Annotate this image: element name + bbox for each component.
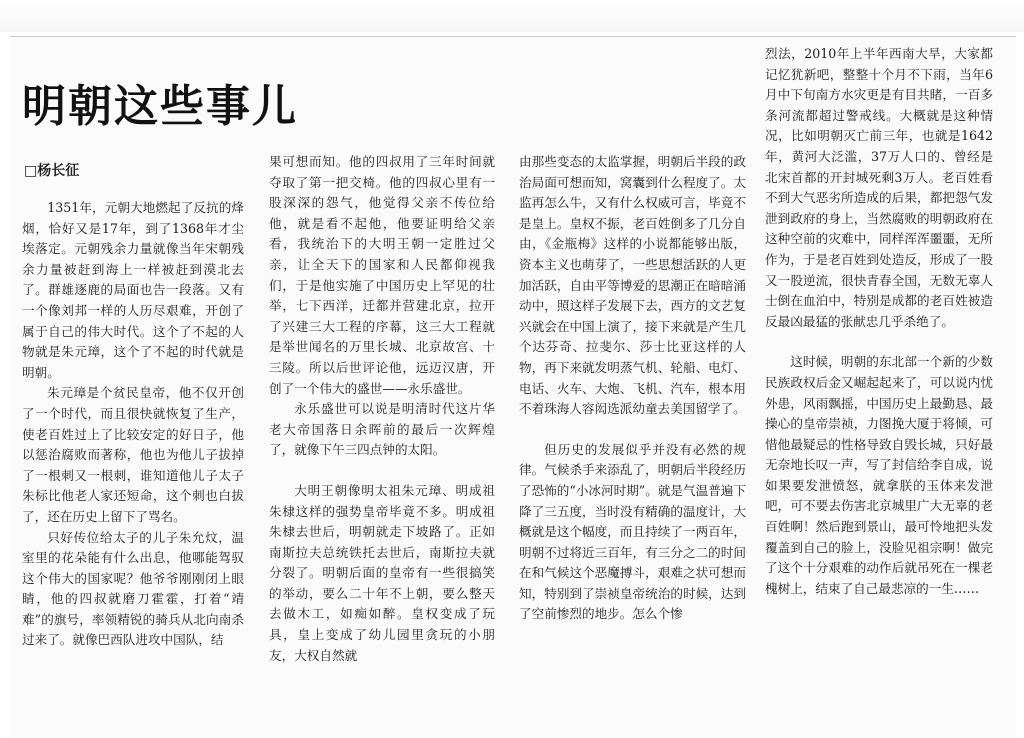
paragraph: 但历史的发展似乎并没有必然的规律。气候杀手来添乱了，明朝后半段经历了恐怖的“小冰河时期”。就是气温普遍下降了三五度，当时没有精确的温度计，大概就是这个幅度，而且持续了一两百年，明朝不过将近三百年，有三分之二的时间在和气候这个恶魔搏斗，艰难之状可想而知，特别到了崇祯皇帝统治的时候，达到了空前惨烈的地步。怎么个惨 <box>519 441 746 622</box>
scan-margin <box>0 0 1024 32</box>
article-column-1 <box>22 198 244 651</box>
paragraph: 永乐盛世可以说是明清时代这片华老大帝国落日余晖前的最后一次辉煌了，就像下午三四点钟的太阳。 <box>269 401 495 458</box>
article-column-4 <box>765 44 993 599</box>
article-column-3 <box>519 152 746 625</box>
paragraph: 朱元璋是个贫民皇帝，他不仅开创了一个时代，而且很快就恢复了生产，使老百姓过上了比较安定的好日子，他以惩治腐败而著称，他也为他儿子拔掉了一根刺又一根刺，谁知道他儿子太子朱标比他老人家还短命，这个刺也白拔了，还在历史上留下了骂名。 <box>22 385 244 524</box>
paragraph: 由那些变态的太监掌握，明朝后半段的政治局面可想而知，窝囊到什么程度了。太监再怎么牛，又有什么权威可言，毕竟不是皇上。皇权不振，老百姓倒多了几分自由，《金瓶梅》这样的小说都能够出版，资本主义也萌芽了，一些思想活跃的人更加活跃，自由平等博爱的思潮正在暗暗涌动中，照这样子发展下去，西方的文艺复兴就会在中国上演了，接下来就是产生几个达芬奇、拉斐尔、莎士比亚这样的人物，再下来就发明蒸气机、轮船、电灯、电话、火车、大炮、飞机、汽车，根本用不着珠海人容闳选派幼童去美国留学了。 <box>519 154 746 417</box>
paragraph: 烈法，2010年上半年西南大旱，大家都记忆犹新吧，整整十个月不下雨，当年6月中下旬南方水灾更是有目共睹，一百多条河流都超过警戒线。大概就是这种情况，比如明朝灭亡前三年，也就是1642年，黄河大泛滥，37万人口的、曾经是北宋首都的开封城死剩3万人。老百姓看不到大气恶劣所造成的后果，都把怨气发泄到政府的身上，当然腐败的明朝政府在这种空前的灾难中，同样浑浑噩噩，无所作为，于是老百姓到处造反，形成了一股又一股逆流，很快青春全国，无数无辜人士倒在血泊中，特别是成都的老百姓被造反最凶最猛的张献忠几乎杀绝了。 <box>765 46 993 329</box>
paragraph: 大明王朝像明太祖朱元璋、明成祖朱棣这样的强势皇帝毕竟不多。明成祖朱棣去世后，明朝就走下坡路了。正如南斯拉夫总统铁托去世后，南斯拉夫就分裂了。明朝后面的皇帝有一些很搞笑的举动，要么二十年不上朝，要么整天去做木工，如痴如醉。皇权变成了玩具，皇上变成了幼儿园里贪玩的小朋友，大权自然就 <box>269 482 495 663</box>
article-byline: □杨长征 <box>24 163 80 179</box>
paragraph: 1351年，元朝大地燃起了反抗的烽烟，恰好又是17年，到了1368年才尘埃落定。元朝残余力量就像当年宋朝残余力量被赶到海上一样被赶到漠北去了。群雄逐鹿的局面也告一段落。又有一个像刘邦一样的人历尽艰难，开创了属于自己的伟大时代。这个了不起的人物就是朱元璋，这个了不起的时代就是明朝。 <box>22 200 244 380</box>
article-title: 明朝这些事儿 <box>22 81 298 132</box>
paragraph: 这时候，明朝的东北部一个新的少数民族政权后金又崛起起来了，可以说内忧外患，风雨飘摇，中国历史上最勤恳、最操心的皇帝崇祯，力图挽大厦于将倾，可惜他最疑忌的性格导致自毁长城，只好最无奈地长叹一声，写了封信给李自成，说如果要发泄愤怒，就拿朕的玉体来发泄吧，可不要去伤害北京城里广大无辜的老百姓啊！然后跑到景山，最可怜地把头发覆盖到自己的脸上，没脸见祖宗啊！做完了这个十分艰难的动作后就吊死在一棵老槐树上，结束了自己最悲凉的一生…… <box>765 354 993 596</box>
paragraph: 只好传位给太子的儿子朱允炆，温室里的花朵能有什么出息，他哪能驾驭这个伟大的国家呢？他爷爷刚刚闭上眼睛，他的四叔就磨刀霍霍，打着“靖难”的旗号，率领精锐的骑兵从北向南杀过来了。就像巴西队进攻中国队，结 <box>22 529 244 648</box>
article-column-2 <box>269 152 495 666</box>
paragraph: 果可想而知。他的四叔用了三年时间就夺取了第一把交椅。他的四叔心里有一股深深的怨气，他觉得父亲不传位给他，就是看不起他，他要证明给父亲看，我统治下的大明王朝一定胜过父亲，让全天下的国家和人民都仰视我们，于是他实施了中国历史上罕见的壮举，七下西洋，迁都并营建北京，拉开了兴建三大工程的序幕，这三大工程就是举世闻名的万里长城、北京故宫、十三陵。所以后世评论他，远迈汉唐，开创了一个伟大的盛世——永乐盛世。 <box>269 154 495 396</box>
